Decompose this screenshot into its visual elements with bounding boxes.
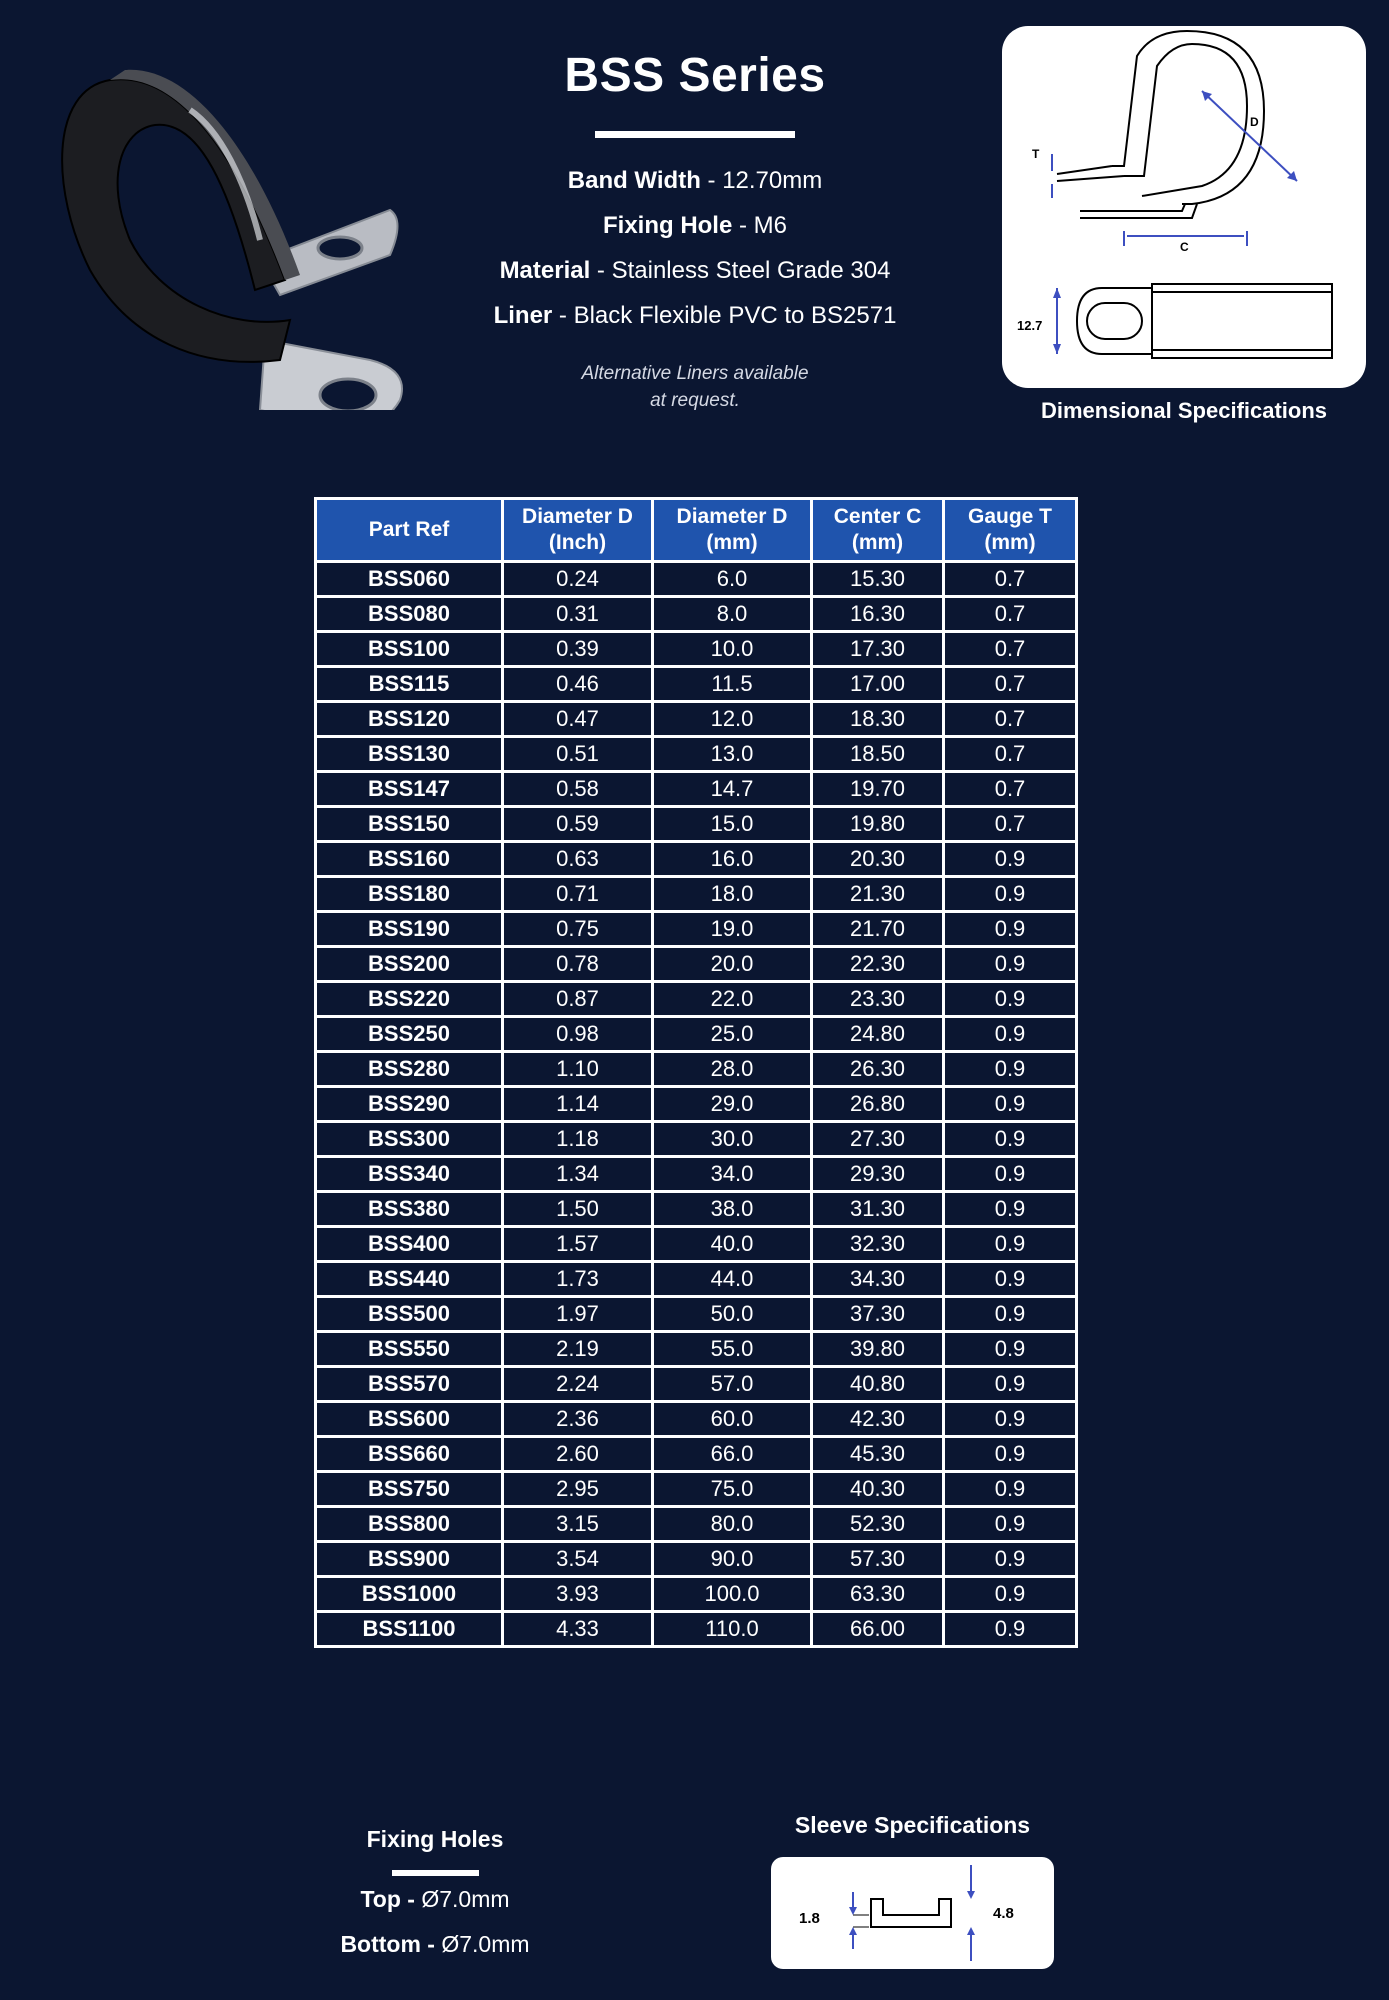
table-cell: 15.30 [812,562,944,597]
table-cell: 1.34 [503,1157,653,1192]
table-cell: BSS340 [316,1157,503,1192]
table-row [316,842,1077,877]
table-cell: 42.30 [812,1402,944,1437]
table-cell: 0.9 [944,912,1077,947]
table-cell: 60.0 [653,1402,812,1437]
table-cell: 19.70 [812,772,944,807]
table-cell: 4.33 [503,1612,653,1647]
header-line: (mm) [984,531,1036,554]
dimensional-diagram [1002,26,1366,388]
table-cell: 14.7 [653,772,812,807]
hole-value: Ø7.0mm [421,1886,510,1912]
table-cell: 90.0 [653,1542,812,1577]
table-cell: 11.5 [653,667,812,702]
table-cell: BSS250 [316,1017,503,1052]
note-line: Alternative Liners available [581,363,809,384]
table-cell: 0.9 [944,1262,1077,1297]
table-cell: 1.14 [503,1087,653,1122]
header-line: Gauge T [967,505,1052,528]
table-cell: 16.30 [812,597,944,632]
table-cell: 2.95 [503,1472,653,1507]
table-row [316,1227,1077,1262]
table-cell: 0.9 [944,1122,1077,1157]
table-cell: 0.9 [944,1052,1077,1087]
table-cell: BSS440 [316,1262,503,1297]
table-cell: 3.15 [503,1507,653,1542]
page-title: BSS Series [564,49,826,102]
table-cell: 23.30 [812,982,944,1017]
table-cell: 0.71 [503,877,653,912]
spec-value: - 12.70mm [700,167,823,194]
sleeve-diagram [771,1857,1054,1969]
table-cell: 66.00 [812,1612,944,1647]
table-cell: 18.50 [812,737,944,772]
table-cell: 39.80 [812,1332,944,1367]
column-header-diameter-mm [653,499,812,562]
table-cell: 38.0 [653,1192,812,1227]
hole-value: Ø7.0mm [441,1931,530,1957]
table-cell: BSS120 [316,702,503,737]
table-cell: 0.63 [503,842,653,877]
table-row [316,667,1077,702]
table-row [316,1297,1077,1332]
table-cell: 0.9 [944,1577,1077,1612]
spec-liner [420,302,970,330]
alternative-liners-note [520,360,870,414]
dim-label-t: T [1032,147,1040,161]
table-cell: 0.87 [503,982,653,1017]
table-cell: 37.30 [812,1297,944,1332]
table-cell: 44.0 [653,1262,812,1297]
table-cell: 0.7 [944,807,1077,842]
table-row [316,1577,1077,1612]
table-cell: 0.7 [944,667,1077,702]
table-cell: 0.9 [944,1227,1077,1262]
table-cell: BSS500 [316,1297,503,1332]
table-cell: BSS1100 [316,1612,503,1647]
table-cell: BSS190 [316,912,503,947]
table-cell: BSS080 [316,597,503,632]
table-cell: 0.9 [944,1437,1077,1472]
table-cell: BSS660 [316,1437,503,1472]
table-cell: 100.0 [653,1577,812,1612]
header-line: Center C [833,505,922,528]
table-cell: 34.30 [812,1262,944,1297]
table-cell: 20.0 [653,947,812,982]
table-cell: 12.0 [653,702,812,737]
table-cell: BSS280 [316,1052,503,1087]
table-cell: 15.0 [653,807,812,842]
spec-value: - M6 [732,212,787,239]
table-cell: 21.30 [812,877,944,912]
table-cell: BSS1000 [316,1577,503,1612]
table-cell: 0.9 [944,1017,1077,1052]
table-cell: BSS380 [316,1192,503,1227]
table-cell: 0.75 [503,912,653,947]
table-cell: 17.00 [812,667,944,702]
dim-label-width: 12.7 [1017,318,1043,333]
table-cell: 28.0 [653,1052,812,1087]
table-cell: BSS160 [316,842,503,877]
table-cell: 0.9 [944,1472,1077,1507]
table-cell: 55.0 [653,1332,812,1367]
table-cell: BSS570 [316,1367,503,1402]
sleeve-dim-left: 1.8 [799,1910,820,1927]
table-cell: 0.31 [503,597,653,632]
column-header-diameter-inch [503,499,653,562]
table-cell: 0.58 [503,772,653,807]
table-cell: 0.9 [944,1542,1077,1577]
table-cell: 1.10 [503,1052,653,1087]
table-cell: 0.9 [944,877,1077,912]
header-line: (Inch) [548,531,607,554]
table-cell: 0.46 [503,667,653,702]
table-body [316,562,1077,1647]
spec-value: - Stainless Steel Grade 304 [590,257,891,284]
table-cell: 52.30 [812,1507,944,1542]
table-cell: 3.93 [503,1577,653,1612]
table-cell: 17.30 [812,632,944,667]
table-cell: BSS750 [316,1472,503,1507]
spec-band-width [420,167,970,195]
table-row [316,807,1077,842]
table-cell: BSS130 [316,737,503,772]
table-cell: 0.9 [944,1157,1077,1192]
table-cell: 0.7 [944,772,1077,807]
table-cell: 0.9 [944,1367,1077,1402]
table-cell: 26.30 [812,1052,944,1087]
table-row [316,1122,1077,1157]
table-cell: 57.30 [812,1542,944,1577]
table-cell: 0.9 [944,842,1077,877]
table-cell: BSS147 [316,772,503,807]
table-row [316,877,1077,912]
table-cell: BSS200 [316,947,503,982]
table-cell: 16.0 [653,842,812,877]
table-cell: BSS600 [316,1402,503,1437]
table-row [316,1087,1077,1122]
table-cell: BSS290 [316,1087,503,1122]
table-row [316,1192,1077,1227]
table-cell: 25.0 [653,1017,812,1052]
table-cell: BSS800 [316,1507,503,1542]
table-cell: 8.0 [653,597,812,632]
table-cell: 0.78 [503,947,653,982]
header-line: (mm) [851,531,904,554]
table-cell: 29.30 [812,1157,944,1192]
table-cell: 2.36 [503,1402,653,1437]
table-cell: 1.57 [503,1227,653,1262]
table-cell: 0.7 [944,737,1077,772]
table-cell: 19.0 [653,912,812,947]
table-cell: BSS150 [316,807,503,842]
table-row [316,1542,1077,1577]
table-cell: 20.30 [812,842,944,877]
specifications-table [314,497,1078,1648]
table-cell: 0.9 [944,1087,1077,1122]
fixing-hole-top [300,1886,570,1913]
table-cell: 1.73 [503,1262,653,1297]
table-cell: 0.59 [503,807,653,842]
table-row [316,1612,1077,1647]
table-cell: 0.7 [944,632,1077,667]
table-cell: 110.0 [653,1612,812,1647]
table-cell: 26.80 [812,1087,944,1122]
table-row [316,1402,1077,1437]
table-cell: 0.7 [944,597,1077,632]
table-header-row [316,499,1077,562]
spec-label: Liner [493,302,553,329]
dim-label-c: C [1180,240,1189,254]
dimensional-caption: Dimensional Specifications [1040,398,1328,423]
table-row [316,982,1077,1017]
table-cell: 75.0 [653,1472,812,1507]
table-cell: BSS900 [316,1542,503,1577]
table-cell: 45.30 [812,1437,944,1472]
table-cell: 27.30 [812,1122,944,1157]
spec-label: Material [499,257,591,284]
spec-fixing-hole [420,212,970,240]
table-cell: 0.51 [503,737,653,772]
table-cell: BSS550 [316,1332,503,1367]
table-cell: 0.9 [944,947,1077,982]
hole-label: Bottom - [340,1931,442,1957]
table-cell: BSS180 [316,877,503,912]
column-header-part-ref: Part Ref [316,499,503,562]
note-line: at request. [650,390,740,411]
fixing-holes-title: Fixing Holes [366,1826,504,1852]
table-cell: 30.0 [653,1122,812,1157]
table-cell: 21.70 [812,912,944,947]
table-row [316,1262,1077,1297]
column-header-center-c [812,499,944,562]
table-cell: 40.30 [812,1472,944,1507]
table-cell: 2.60 [503,1437,653,1472]
hole-label: Top - [360,1886,422,1912]
spec-label: Fixing Hole [602,212,733,239]
table-cell: 34.0 [653,1157,812,1192]
table-cell: 10.0 [653,632,812,667]
table-cell: 2.24 [503,1367,653,1402]
table-cell: 1.18 [503,1122,653,1157]
table-row [316,632,1077,667]
table-cell: 0.24 [503,562,653,597]
dim-label-d: D [1250,115,1259,129]
table-cell: 0.9 [944,1402,1077,1437]
table-cell: 50.0 [653,1297,812,1332]
table-row [316,772,1077,807]
table-cell: BSS300 [316,1122,503,1157]
header-line: Diameter D [522,505,633,528]
column-header-gauge-t [944,499,1077,562]
table-row [316,912,1077,947]
table-cell: BSS220 [316,982,503,1017]
table-row [316,597,1077,632]
table-row [316,1157,1077,1192]
table-cell: 18.0 [653,877,812,912]
table-cell: 24.80 [812,1017,944,1052]
table-cell: 0.9 [944,1507,1077,1542]
spec-material [420,257,970,285]
table-cell: 0.98 [503,1017,653,1052]
table-cell: 0.9 [944,1612,1077,1647]
spec-label: Band Width [567,167,701,194]
table-cell: BSS115 [316,667,503,702]
table-cell: 0.9 [944,982,1077,1017]
table-cell: 13.0 [653,737,812,772]
table-cell: 0.9 [944,1297,1077,1332]
table-row [316,1472,1077,1507]
dimension-drawing [1002,26,1366,388]
table-cell: BSS100 [316,632,503,667]
table-cell: 29.0 [653,1087,812,1122]
table-row [316,1367,1077,1402]
table-cell: 32.30 [812,1227,944,1262]
table-cell: 0.9 [944,1192,1077,1227]
table-cell: 0.47 [503,702,653,737]
table-cell: 57.0 [653,1367,812,1402]
table-cell: 40.0 [653,1227,812,1262]
table-cell: 40.80 [812,1367,944,1402]
table-cell: 1.50 [503,1192,653,1227]
table-cell: 22.0 [653,982,812,1017]
table-cell: 31.30 [812,1192,944,1227]
table-cell: 1.97 [503,1297,653,1332]
table-cell: 80.0 [653,1507,812,1542]
table-cell: 6.0 [653,562,812,597]
sleeve-specifications-title: Sleeve Specifications [794,1812,1031,1838]
table-cell: 66.0 [653,1437,812,1472]
table-cell: 0.7 [944,702,1077,737]
table-cell: 2.19 [503,1332,653,1367]
table-row [316,1332,1077,1367]
table-cell: 18.30 [812,702,944,737]
table-row [316,1052,1077,1087]
sleeve-drawing [771,1857,1054,1969]
fixing-hole-bottom [300,1931,570,1958]
sleeve-dim-right: 4.8 [993,1905,1014,1922]
header-line: Diameter D [676,505,788,528]
spec-value: - Black Flexible PVC to BS2571 [552,302,897,329]
table-cell: 3.54 [503,1542,653,1577]
table-row [316,1507,1077,1542]
fixing-holes-underline [392,1870,479,1876]
table-row [316,947,1077,982]
table-cell: BSS060 [316,562,503,597]
table-row [316,1437,1077,1472]
table-cell: 22.30 [812,947,944,982]
table-cell: 0.9 [944,1332,1077,1367]
header-line: (mm) [706,531,758,554]
table-row [316,737,1077,772]
table-cell: 19.80 [812,807,944,842]
table-cell: 63.30 [812,1577,944,1612]
table-cell: BSS400 [316,1227,503,1262]
title-underline [595,131,795,138]
p-clip-product-image [30,40,410,410]
table-row [316,702,1077,737]
table-cell: 0.39 [503,632,653,667]
table-row [316,1017,1077,1052]
table-row [316,562,1077,597]
table-cell: 0.7 [944,562,1077,597]
